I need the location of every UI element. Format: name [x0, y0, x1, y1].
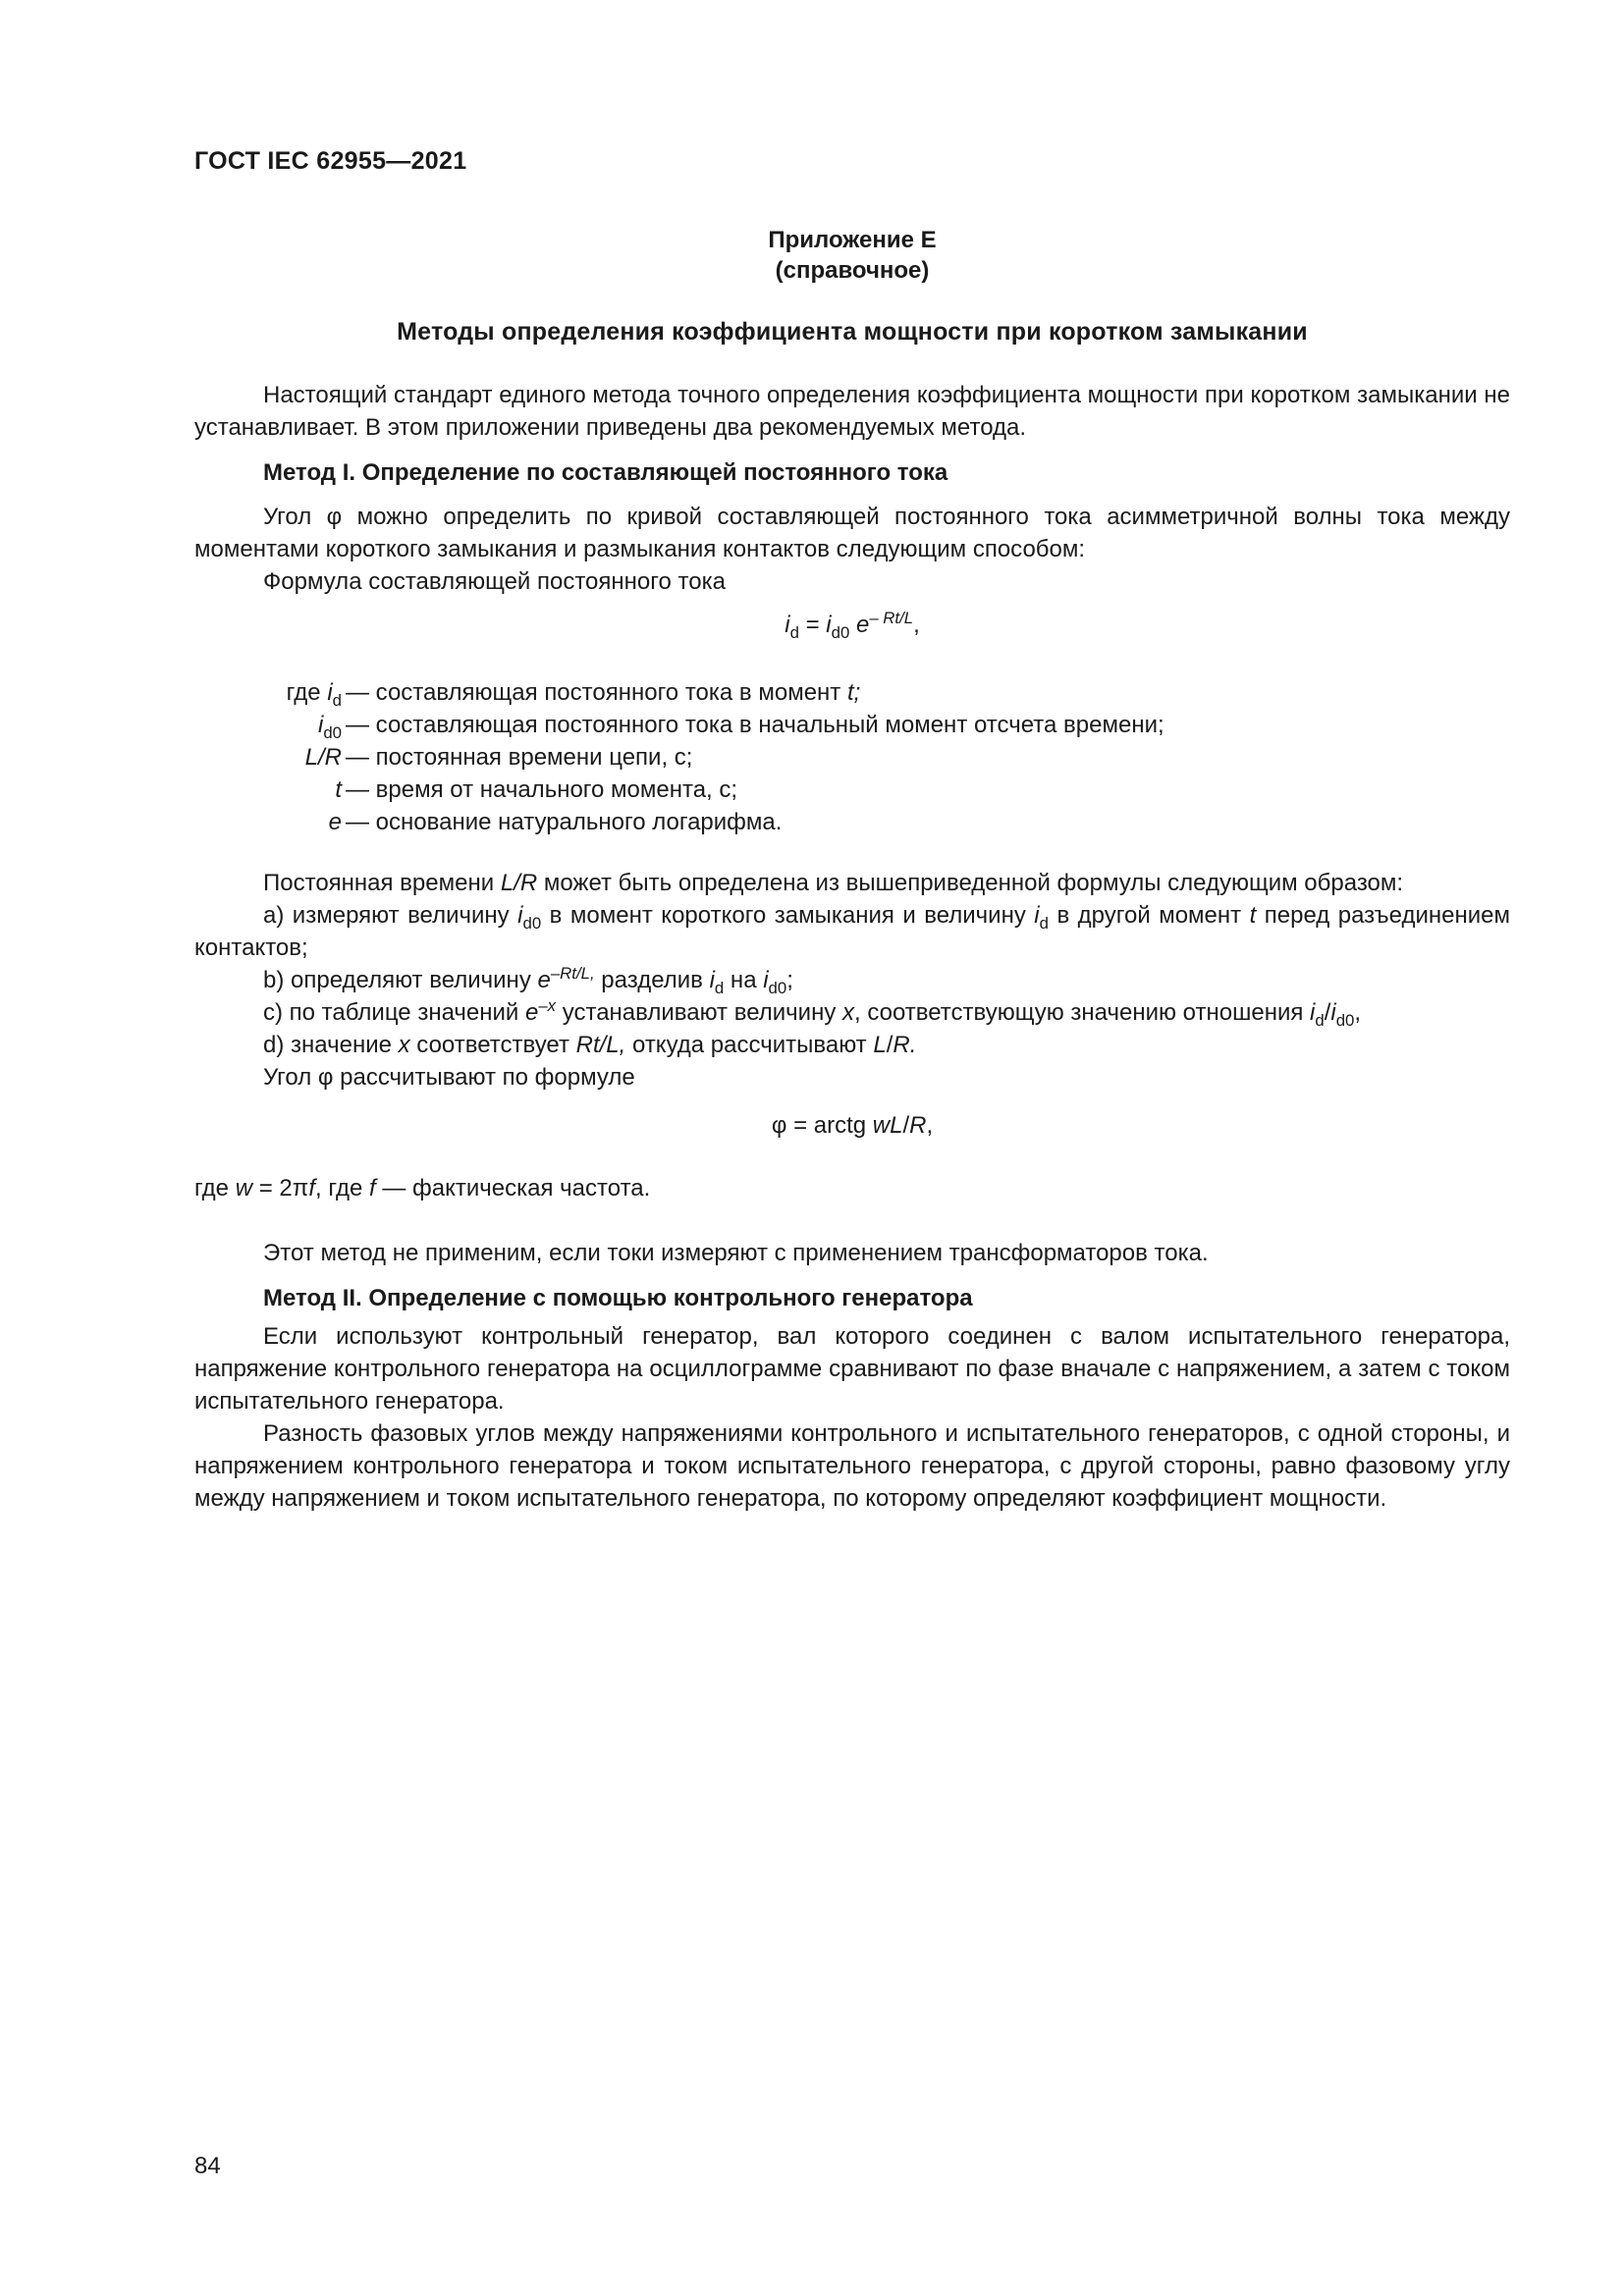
- step-a: a) измеряют величину $i_{d0}$ в момент короткого замыкания и величину $i_d$ в другой момент t перед разъединением контактов;: [194, 902, 1510, 961]
- where-symbol: e: [328, 809, 342, 835]
- formula2-part: ,: [926, 1112, 934, 1139]
- formula-angle: [194, 1109, 1510, 1142]
- where-row: [194, 676, 1510, 709]
- formula-eq: =: [798, 612, 827, 638]
- angle-formula-intro: Угол φ рассчитывают по формуле: [263, 1064, 635, 1091]
- formula-dc-component: [194, 609, 1510, 641]
- method2-section: [194, 1282, 1510, 1515]
- where-row: [194, 774, 1510, 806]
- annex-kind: (справочное): [775, 257, 930, 284]
- method2-heading: Метод II. Определение с помощью контрольного генератора: [263, 1285, 973, 1311]
- page-number: 84: [194, 2153, 221, 2179]
- step-b: b) определяют величину $e^{-Rt/L,}$ разделив $i_d$ на $i_{d0}$;: [263, 964, 793, 997]
- formula2-part: R: [909, 1112, 927, 1139]
- where-symbol: i: [327, 679, 333, 706]
- time-constant-section: [194, 867, 1510, 1094]
- where-tail: t;: [846, 679, 861, 706]
- where-symbol: i: [317, 712, 324, 738]
- where-text: — постоянная времени цепи, с;: [346, 744, 693, 771]
- where-prefix: где: [286, 679, 328, 706]
- annex-title: Методы определения коэффициента мощности при коротком замыкании: [397, 318, 1308, 346]
- method2-paragraph-1: Если используют контрольный генератор, вал которого соединен с валом испытательного генератора, напряжение контрольного генератора на осциллограмме сравнивают по фазе вначале с напряжением, а затем с током испытательного генератора.: [194, 1323, 1510, 1415]
- where-symbol: t: [335, 776, 342, 803]
- annex-label: Приложение Е: [768, 227, 937, 253]
- where-row: [194, 709, 1510, 741]
- where-sub: d: [332, 690, 342, 710]
- step-c: c) по таблице значений $e^{-x}$ устанавливают величину x, соответствующую значению отношения $i_d/i_{d0}$,: [263, 996, 1362, 1030]
- method1-note-text: Этот метод не применим, если токи измеряют с применением трансформаторов тока.: [263, 1240, 1209, 1266]
- method1-section: [194, 456, 1510, 598]
- formula-rhs: i: [826, 612, 832, 638]
- formula-lhs: i: [785, 612, 790, 638]
- formula-exp-base: e: [849, 612, 870, 638]
- step-d: d) значение x соответствует Rt/L, откуда рассчитывают L/R.: [263, 1032, 917, 1058]
- time-constant-intro: Постоянная времени L/R может быть определена из вышеприведенной формулы следующим образом:: [263, 870, 1404, 896]
- formula2-part: /: [902, 1112, 910, 1139]
- method1-paragraph-1: Угол φ можно определить по кривой составляющей постоянного тока асимметричной волны тока между моментами короткого замыкания и размыкания контактов следующим способом:: [194, 504, 1510, 562]
- method1-note: [194, 1237, 1510, 1269]
- intro-paragraph: Настоящий стандарт единого метода точного определения коэффициента мощности при коротком замыкании не устанавливает. В этом приложении приведены два рекомендуемых метода.: [194, 382, 1510, 441]
- formula-rhs-sub: d0: [831, 622, 850, 642]
- method2-paragraph-2: Разность фазовых углов между напряжениями контрольного и испытательного генераторов, с одной стороны, и напряжением контрольного генератора и током испытательного генератора, с другой стороны, равно фазовому углу между напряжением и током испытательного генератора, по которому определяют коэффициент мощности.: [194, 1420, 1510, 1512]
- where-text: — составляющая постоянного тока в момент: [346, 679, 847, 706]
- annex-heading: [194, 225, 1510, 286]
- where-text: — основание натурального логарифма.: [346, 809, 783, 835]
- where-row: [194, 806, 1510, 838]
- formula2-part: wL: [872, 1112, 903, 1139]
- formula2-part: φ = arctg: [771, 1112, 873, 1139]
- method1-heading: Метод I. Определение по составляющей постоянного тока: [263, 459, 948, 486]
- formula-exp: – Rt/L: [869, 609, 914, 627]
- where-text: — составляющая постоянного тока в начальный момент отсчета времени;: [346, 712, 1164, 738]
- method1-paragraph-2: Формула составляющей постоянного тока: [263, 568, 726, 595]
- intro-section: [194, 379, 1510, 444]
- where-text: — время от начального момента, с;: [346, 776, 738, 803]
- where-frequency: [194, 1172, 1510, 1204]
- where-row: [194, 741, 1510, 774]
- where-frequency-line: где w = 2πf, где f — фактическая частота.: [194, 1175, 651, 1201]
- where-list: [194, 676, 1510, 838]
- document-code: ГОСТ IEC 62955—2021: [194, 147, 467, 175]
- formula-tail: ,: [913, 612, 920, 638]
- where-symbol: L/R: [304, 744, 342, 771]
- formula-lhs-sub: d: [789, 622, 799, 642]
- where-sub: d0: [323, 722, 342, 742]
